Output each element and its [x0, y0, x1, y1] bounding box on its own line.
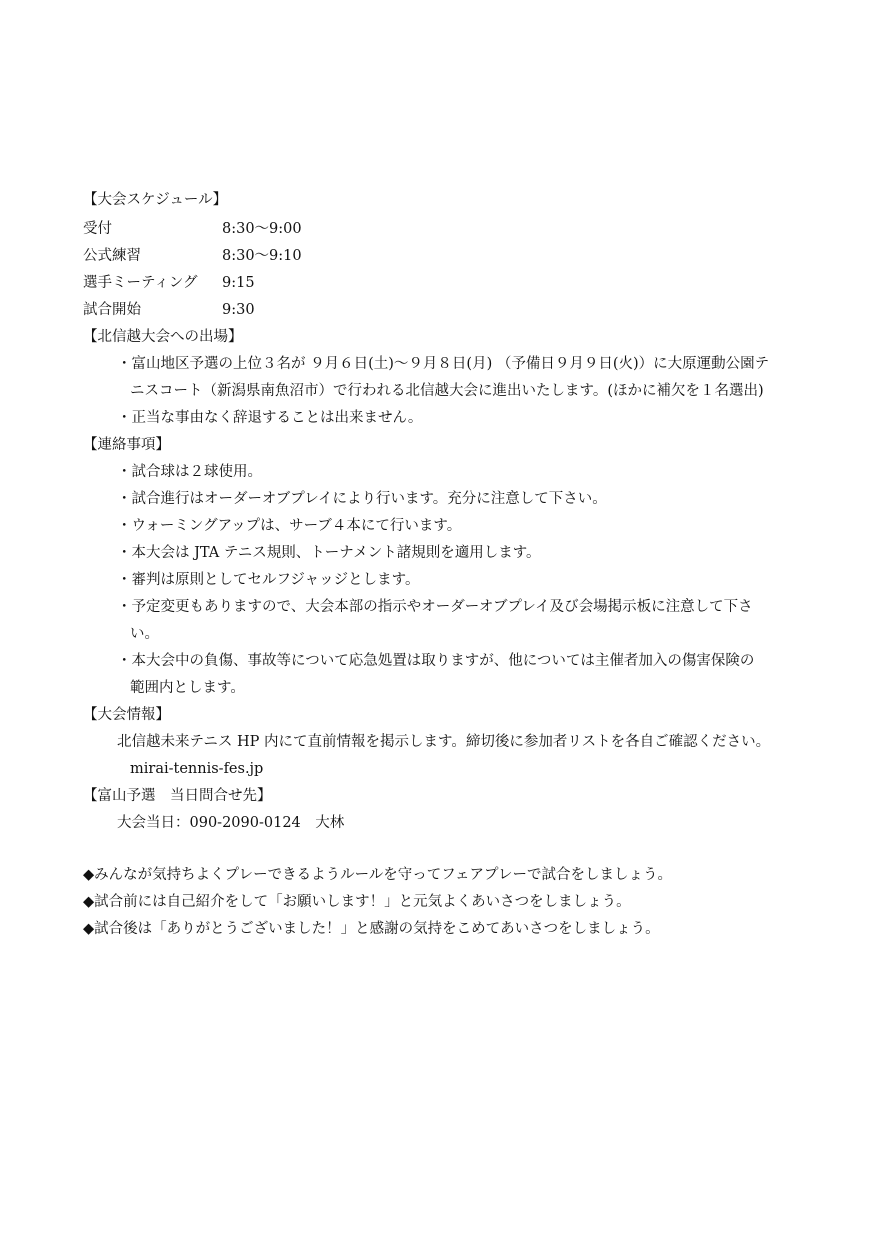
notice-item-schedule-change-line1: ・予定変更もありますので、大会本部の指示やオーダーオブプレイ及び会場掲示板に注意して下さ [117, 599, 753, 615]
schedule-time-reception: 8:30～9:00 [222, 221, 302, 237]
notice-item-rules: ・本大会は JTA テニス規則、トーナメント諸規則を適用します。 [117, 545, 541, 561]
notice-item-schedule-change-line2: い。 [130, 626, 159, 642]
hokushinetsu-item-qualify-line1: ・富山地区予選の上位３名が ９月６日(土)～９月８日(月) （予備日９月９日(火)）に大原運動公園テ [117, 356, 770, 372]
notice-item-insurance-line1: ・本大会中の負傷、事故等について応急処置は取りますが、他については主催者加入の傷害保険の [117, 653, 755, 669]
info-url: mirai-tennis-fes.jp [130, 761, 264, 777]
notice-item-balls: ・試合球は２球使用。 [117, 464, 262, 480]
notices-heading: 【連絡事項】 [83, 437, 170, 453]
footer-note-fair-play: ◆みんなが気持ちよくプレーできるようルールを守ってフェアプレーで試合をしましょう。 [83, 867, 672, 883]
notice-item-self-judge: ・審判は原則としてセルフジャッジとします。 [117, 572, 420, 588]
info-heading: 【大会情報】 [83, 707, 170, 723]
schedule-time-practice: 8:30～9:10 [222, 248, 302, 264]
contact-text: 大会当日：090-2090-0124 大林 [117, 815, 345, 831]
footer-note-greeting-before: ◆試合前には自己紹介をして「お願いします！」と元気よくあいさつをしましょう。 [83, 894, 631, 910]
hokushinetsu-item-withdraw: ・正当な事由なく辞退することは出来ません。 [117, 410, 423, 426]
schedule-label-meeting: 選手ミーティング [83, 275, 198, 291]
notice-item-insurance-line2: 範囲内とします。 [130, 680, 245, 696]
schedule-label-reception: 受付 [83, 221, 112, 237]
schedule-time-start: 9:30 [222, 302, 255, 318]
contact-heading: 【富山予選 当日問合せ先】 [83, 788, 272, 804]
schedule-label-practice: 公式練習 [83, 248, 141, 264]
hokushinetsu-item-qualify-line2: ニスコート（新潟県南魚沼市）で行われる北信越大会に進出いたします。(ほかに補欠を１名選出) [130, 383, 764, 399]
info-text: 北信越未来テニス HP 内にて直前情報を掲示します。締切後に参加者リストを各自ご確認ください。 [117, 734, 771, 750]
schedule-label-start: 試合開始 [83, 302, 141, 318]
hokushinetsu-heading: 【北信越大会への出場】 [83, 329, 243, 345]
notice-item-warmup: ・ウォーミングアップは、サーブ４本にて行います。 [117, 518, 462, 534]
notice-item-order-of-play: ・試合進行はオーダーオブプレイにより行います。充分に注意して下さい。 [117, 491, 607, 507]
schedule-heading: 【大会スケジュール】 [83, 192, 228, 208]
footer-note-greeting-after: ◆試合後は「ありがとうございました！」と感謝の気持をこめてあいさつをしましょう。 [83, 921, 660, 937]
schedule-time-meeting: 9:15 [222, 275, 255, 291]
